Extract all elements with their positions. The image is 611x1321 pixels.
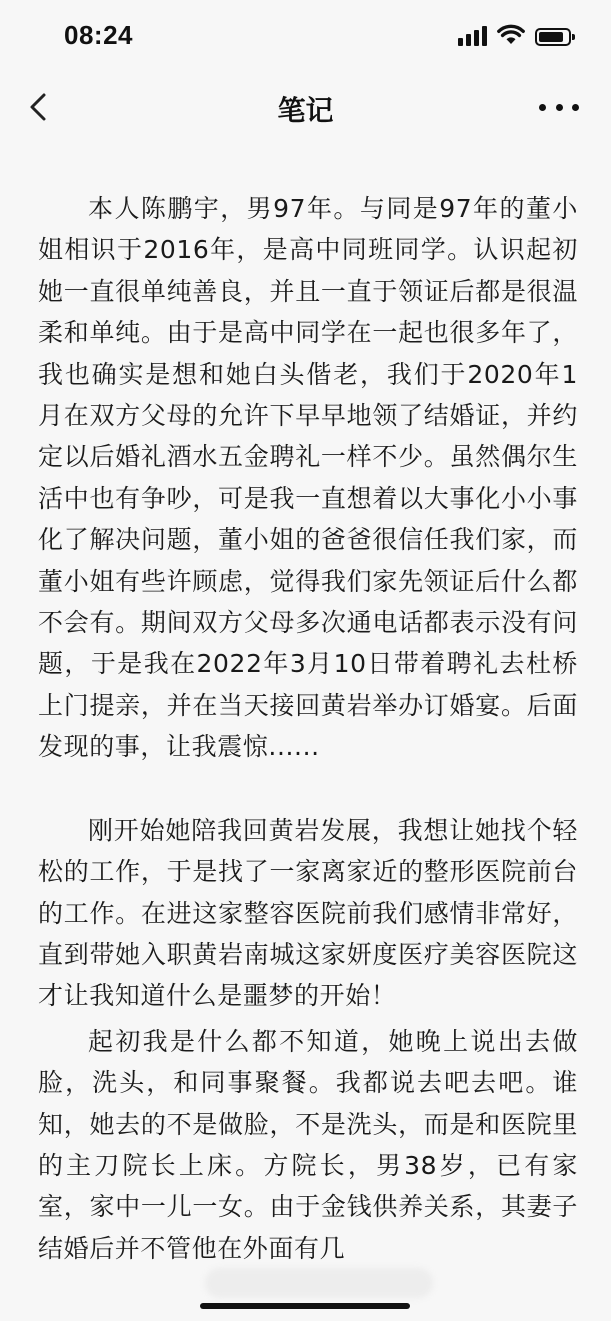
status-time: 08:24 [64, 20, 133, 50]
home-indicator[interactable] [200, 1303, 410, 1309]
battery-icon [535, 28, 571, 46]
note-paragraph: 起初我是什么都不知道，她晚上说出去做脸，洗头，和同事聚餐。我都说去吧去吧。谁知，她去的不是做脸，不是洗头，而是和医院里的主刀院长上床。方院长，男38岁，已有家室，家中一儿一女。由于金钱供养关系，其妻子结婚后并不管他在外面有几 [38, 1026, 578, 1263]
more-button[interactable] [539, 97, 579, 117]
status-bar [0, 0, 611, 75]
battery-level [539, 32, 563, 42]
wifi-icon [497, 24, 525, 46]
note-paragraph: 本人陈鹏宇，男97年。与同是97年的董小姐相识于2016年，是高中同班同学。认识起初她一直很单纯善良，并且一直于领证后都是很温柔和单纯。由于是高中同学在一起也很多年了，我也确实是想和她白头偕老，我们于2020年1月在双方父母的允许下早早地领了结婚证，并约定以后婚礼酒水五金聘礼一样不少。虽然偶尔生活中也有争吵，可是我一直想着以大事化小小事化了解决问题，董小姐的爸爸很信任我们家，而董小姐有些许顾虑，觉得我们家先领证后什么都不会有。期间双方父母多次通电话都表示没有问题，于是我在2022年3月10日带着聘礼去杜桥上门提亲，并在当天接回黄岩举办订婚宴。后面发现的事，让我震惊...... [38, 194, 578, 762]
more-dot [539, 104, 546, 111]
page-title: 笔记 [277, 94, 334, 127]
more-dot [556, 104, 563, 111]
nav-bar [0, 75, 611, 145]
note-body[interactable] [38, 188, 578, 1269]
blurred-overlay [205, 1268, 433, 1298]
note-paragraph: 刚开始她陪我回黄岩发展，我想让她找个轻松的工作，于是找了一家离家近的整形医院前台的工作。在进这家整容医院前我们感情非常好，直到带她入职黄岩南城这家妍度医疗美容医院这才让我知道什么是噩梦的开始！ [38, 815, 578, 1011]
more-dot [572, 104, 579, 111]
signal-icon [458, 24, 487, 46]
status-icons [458, 24, 571, 46]
